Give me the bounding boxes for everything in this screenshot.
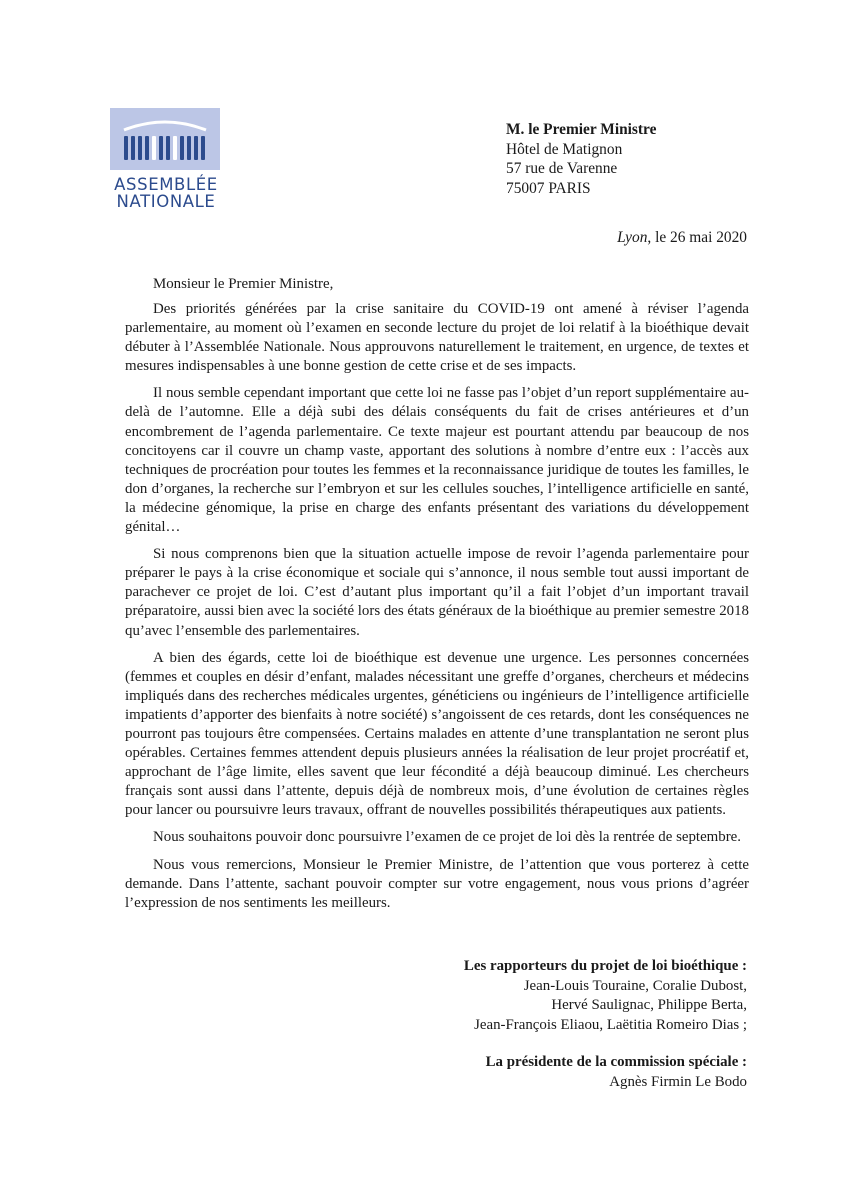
date-city: Lyon [617, 229, 648, 246]
hemicycle-emblem-icon [110, 108, 220, 170]
addressee-line-2: 57 rue de Varenne [506, 160, 618, 177]
paragraph: Il nous semble cependant important que cette loi ne fasse pas l’objet d’un report supplémentaire au-delà de l’automne. Elle a déjà subi des délais conséquents du fait de crises antérieures et d’un encombrement de l’agenda parlementaire. Ce texte majeur est pourtant attendu par beaucoup de nos concitoyens car il couvre un champ vaste, apportant des solutions à nombre d’entre eux : l’accès aux techniques de procréation pour toutes les femmes et la reconnaissance juridique de toutes les familles, le don d’organes, la recherche sur l’embryon et sur les cellules souches, l’intelligence artificielle en santé, la médecine génomique, la prise en charge des enfants présentant des variations du développement génital… [125, 385, 749, 536]
letter-body [125, 300, 749, 921]
signature-block [327, 957, 747, 1092]
logo-wordmark [108, 176, 224, 210]
letter-date [617, 229, 747, 247]
rapporteurs-line: Hervé Saulignac, Philippe Berta, [551, 997, 747, 1013]
assemblee-nationale-logo [108, 108, 228, 210]
paragraph: Si nous comprenons bien que la situation actuelle impose de revoir l’agenda parlementaire pour préparer le pays à la crise économique et sociale qui s’annonce, il nous semble tout aussi important de parachever ce projet de loi. C’est d’autant plus important qu’il a fait l’objet d’un important travail préparatoire, aussi bien avec la société lors des états généraux de la bioéthique au premier semestre 2018 qu’avec l’ensemble des parlementaires. [125, 546, 749, 639]
addressee-line-3: 75007 PARIS [506, 179, 591, 197]
rapporteurs-title: Les rapporteurs du projet de loi bioéthique : [463, 958, 747, 974]
salutation: Monsieur le Premier Ministre, [153, 276, 334, 292]
president-name: Agnès Firmin Le Bodo [609, 1073, 747, 1090]
logo-line-2: NATIONALE [116, 192, 216, 211]
paragraph: Des priorités générées par la crise sanitaire du COVID-19 ont amené à réviser l’agenda parlementaire, au moment où l’examen en seconde lecture du projet de loi relatif à la bioéthique devait débuter à l’Assemblée Nationale. Nous approuvons naturellement le traitement, en urgence, de textes et mesures indispensables à une bonne gestion de cette crise et de ses impacts. [125, 301, 749, 375]
addressee-name: M. le Premier Ministre [506, 121, 657, 138]
date-text: , le 26 mai 2020 [647, 229, 747, 246]
logo-line-1: ASSEMBLÉE [114, 175, 218, 194]
paragraph: A bien des égards, cette loi de bioéthique est devenue une urgence. Les personnes concernées (femmes et couples en désir d’enfant, malades nécessitant une greffe d’organes, chercheurs et médecins impliqués dans des recherches médicales urgentes, généticiens ou ingénieurs de l’intelligence artificielle impatients d’apporter des bienfaits à notre société) s’angoissent de ces retards, dont les conséquences ne pourront pas toujours être compensées. Certains malades en attente d’une transplantation ne seront plus opérables. Certaines femmes attendent depuis plusieurs années la réalisation de leur projet procréatif et, approchant de l’âge limite, elles savent que leur fécondité a déjà beaucoup diminué. Les chercheurs français sont aussi dans l’attente, depuis déjà de nombreux mois, d’une évolution de certaines règles pour lancer ou poursuivre leurs travaux, offrant de nouvelles possibilités thérapeutiques aux patients. [125, 649, 749, 819]
rapporteurs-line: Jean-Louis Touraine, Coralie Dubost, [523, 977, 747, 994]
addressee-block [506, 120, 656, 198]
addressee-line-1: Hôtel de Matignon [506, 140, 623, 158]
rapporteurs-line: Jean-François Eliaou, Laëtitia Romeiro Dias ; [474, 1016, 747, 1033]
signature-spacer [327, 1035, 747, 1053]
president-title: La présidente de la commission spéciale : [485, 1054, 747, 1070]
paragraph: Nous vous remercions, Monsieur le Premier Ministre, de l’attention que vous porterez à cette demande. Dans l’attente, sachant pouvoir compter sur votre engagement, nous vous prions d’agréer l’expression de nos sentiments les meilleurs. [125, 856, 749, 911]
paragraph: Nous souhaitons pouvoir donc poursuivre l’examen de ce projet de loi dès la rentrée de septembre. [153, 829, 741, 846]
